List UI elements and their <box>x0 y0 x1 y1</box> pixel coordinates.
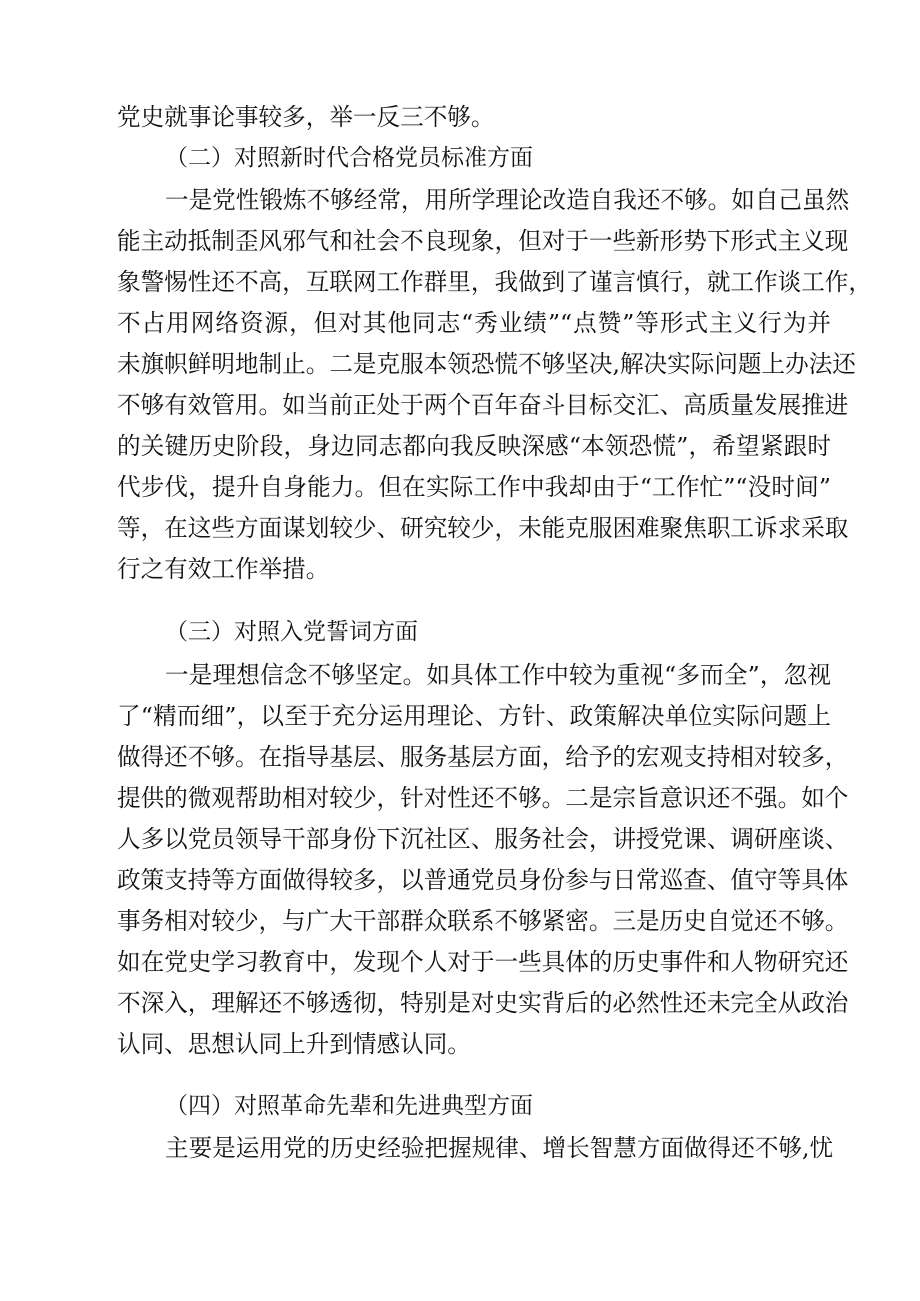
paragraph-line: 象警惕性还不高，互联网工作群里，我做到了谨言慎行，就工作谈工作， <box>117 268 872 296</box>
paragraph-line: 政策支持等方面做得较多，以普通党员身份参与日常巡查、值守等具体 <box>117 866 849 894</box>
paragraph-line: 的关键历史阶段，身边同志都向我反映深感“本领恐慌”，希望紧跟时 <box>117 432 831 460</box>
paragraph-line: 一是党性锻炼不够经常，用所学理论改造自我还不够。如自己虽然 <box>165 186 850 214</box>
section-heading-4: （四）对照革命先辈和先进典型方面 <box>165 1093 533 1119</box>
paragraph-line: 认同、思想认同上升到情感认同。 <box>117 1030 471 1058</box>
paragraph-line: 代步伐，提升自身能力。但在实际工作中我却由于“工作忙”“没时间” <box>117 473 831 501</box>
paragraph-line: 做得还不够。在指导基层、服务基层方面，给予的宏观支持相对较多， <box>117 743 849 771</box>
paragraph-line: 事务相对较少，与广大干部群众联系不够紧密。三是历史自觉还不够。 <box>117 907 849 935</box>
paragraph-line: 等，在这些方面谋划较少、研究较少，未能克服困难聚焦职工诉求采取 <box>117 514 849 542</box>
paragraph-line: 提供的微观帮助相对较少，针对性还不够。二是宗旨意识还不强。如个 <box>117 784 849 812</box>
paragraph-line: 人多以党员领导干部身份下沉社区、服务社会，讲授党课、调研座谈、 <box>117 825 849 853</box>
paragraph-line: 行之有效工作举措。 <box>117 555 330 583</box>
paragraph-line: 党史就事论事较多，举一反三不够。 <box>117 103 495 131</box>
paragraph-line: 了“精而细”，以至于充分运用理论、方针、政策解决单位实际问题上 <box>117 702 831 730</box>
paragraph-line: 能主动抵制歪风邪气和社会不良现象，但对于一些新形势下形式主义现 <box>117 227 849 255</box>
paragraph-line: 一是理想信念不够坚定。如具体工作中较为重视“多而全”，忽视 <box>165 661 831 689</box>
paragraph-line: 主要是运用党的历史经验把握规律、增长智慧方面做得还不够,忧 <box>165 1134 834 1162</box>
paragraph-line: 不占用网络资源，但对其他同志“秀业绩”“点赞”等形式主义行为并 <box>117 309 831 337</box>
paragraph-line: 不深入，理解还不够透彻，特别是对史实背后的必然性还未完全从政治 <box>117 989 849 1017</box>
section-heading-2: （二）对照新时代合格党员标准方面 <box>165 145 533 171</box>
paragraph-line: 未旗帜鲜明地制止。二是克服本领恐慌不够坚决,解决实际问题上办法还 <box>117 350 856 378</box>
paragraph-line: 不够有效管用。如当前正处于两个百年奋斗目标交汇、高质量发展推进 <box>117 391 849 419</box>
section-heading-3: （三）对照入党誓词方面 <box>165 619 418 645</box>
paragraph-line: 如在党史学习教育中，发现个人对于一些具体的历史事件和人物研究还 <box>117 948 849 976</box>
